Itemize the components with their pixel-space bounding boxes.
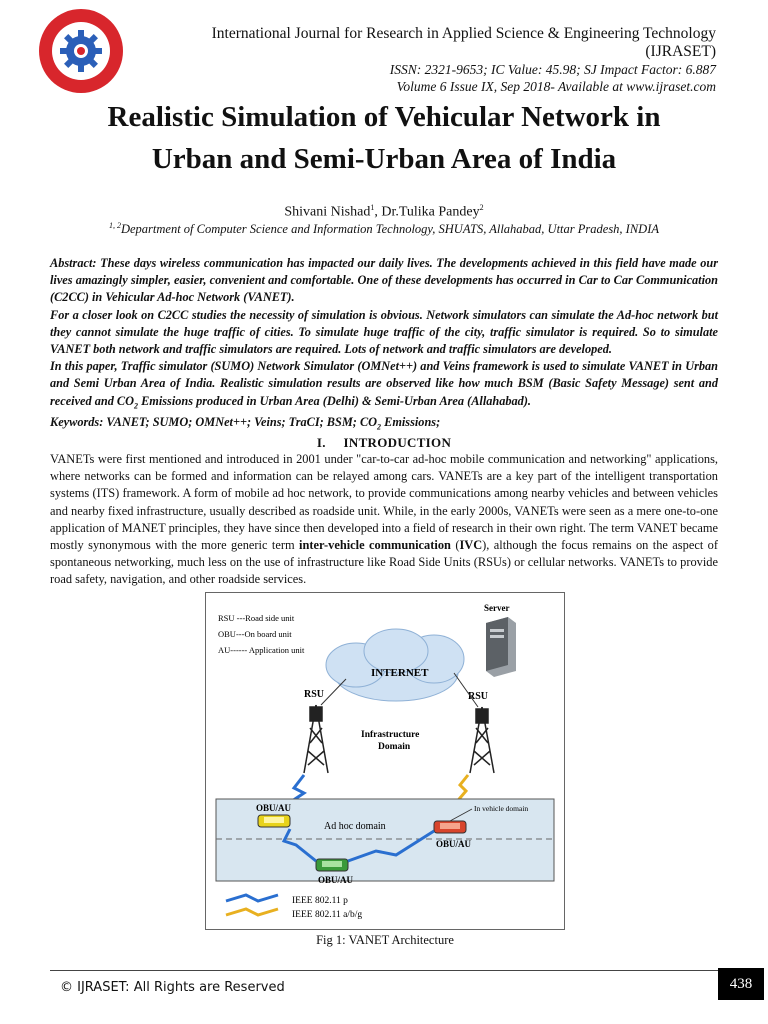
abstract-p3-text-b: Emissions produced in Urban Area (Delhi) & Semi-Urban Area (Allahabad). [138,393,531,408]
journal-name: International Journal for Research in Applied Science & Engineering Technology (IJRASET) [211,25,716,60]
car-red-icon [434,821,466,833]
keywords [50,414,718,436]
server-icon [486,617,516,677]
abstract-paragraph-3 [50,358,718,414]
title-line-1: Realistic Simulation of Vehicular Network in [107,101,661,133]
rsu-left-label: RSU [304,689,325,700]
introduction-paragraph [50,451,718,589]
abstract-p3-text-a: In this paper, Traffic simulator (SUMO) Network Simulator (OMNet++) and Veins framework is used to simulate VANET in Urban and Semi Urban Area of India. Realistic simulation results are observed like how much BSM (Basic Safety Message) sent and received and CO [50,359,718,408]
author-1-sup: 1 [370,203,375,212]
affiliation-text: Department of Computer Science and Information Technology, SHUATS, Allahabad, Uttar Pradesh, INDIA [120,222,660,237]
adhoc-domain-label: Ad hoc domain [324,821,386,832]
legend-blue-line [226,895,278,901]
intro-bold-2: IVC [459,538,483,553]
obu-1-label: OBU/AU [256,803,292,813]
keywords-text-a: Keywords: VANET; SUMO; OMNet++; Veins; TraCI; BSM; CO [50,415,378,430]
copyright: © IJRASET: All Rights are Reserved [60,980,285,995]
legend-yellow-line [226,909,278,915]
car-green-icon [316,859,348,871]
legend-au: AU------ Application unit [218,645,305,655]
internet-label: INTERNET [371,667,429,679]
rsu-right-tower-icon [470,707,494,773]
intro-text-3: ), although the focus remains on the aspect of spontaneous networking, much less on the use of infrastructure like Road Side Units (RSUs) or cellular networks. VANETs to provide road safety, navigation, and other roadside services. [50,538,718,587]
keywords-text-b: Emissions; [381,415,441,430]
internet-cloud-icon [326,629,464,701]
rsu-left-link [321,679,346,705]
obu-3-label: OBU/AU [318,875,354,885]
journal-logo-icon [38,8,124,94]
section-heading: I. INTRODUCTION [316,435,452,450]
car-yellow-icon [258,815,290,827]
rsu-left-tower-icon [304,705,328,773]
obu-2-label: OBU/AU [436,839,472,849]
affiliation-sup: 1, 2 [108,221,121,230]
author-sep: , [374,204,382,220]
intro-text-2: ( [450,538,460,553]
paper-title [40,96,728,180]
abstract [50,255,718,436]
footer-rule [50,970,718,971]
abstract-paragraph-1: Abstract: These days wireless communication has impacted our daily lives. The developments achieved in this field have made our lives amazingly simpler, easier, convenient and comfortable. One of these developments has occurred in Car to Car Communication (C2CC) in Vehicular Ad-hoc Network (VANET). [50,256,718,305]
rsu-right-link [454,673,478,707]
vanet-diagram [206,593,564,929]
abstract-p3-sub: 2 [134,401,139,411]
infra-domain-label-1: Infrastructure [361,730,420,740]
author-1: Shivani Nishad [284,204,371,220]
volume-line: Volume 6 Issue IX, Sep 2018- Available at www.ijraset.com [396,79,716,94]
issn-line: ISSN: 2321-9653; IC Value: 45.98; SJ Impact Factor: 6.887 [389,62,716,77]
abstract-paragraph-2: For a closer look on C2CC studies the necessity of simulation is obvious. Network simulators can simulate the Ad-hoc network but they cannot simulate the huge traffic of cities. To simulate huge traffic of the city, traffic simulator is required. So to simulate VANET both network and traffic simulators are required. Lots of network and traffic simulators are developed. [50,307,718,357]
author-2: Dr.Tulika Pandey [381,204,480,220]
intro-bold-1: inter-vehicle communication [299,538,451,553]
figure-caption: Fig 1: VANET Architecture [316,933,454,947]
title-line-2: Urban and Semi-Urban Area of India [151,143,617,175]
server-label: Server [484,603,510,613]
ieee-abg-label: IEEE 802.11 a/b/g [292,910,363,920]
affiliation [40,221,728,237]
page-number: 438 [718,968,764,1000]
author-2-sup: 2 [479,203,484,212]
ieee-p-label: IEEE 802.11 p [292,896,348,906]
infra-domain-label-2: Domain [378,742,411,752]
intro-text-1: VANETs were first mentioned and introduced in 2001 under "car-to-car ad-hoc mobile communication and networking" applications, where networks can be formed and information can be relayed among cars. VANETs are a key part of the intelligent transportation systems (ITS) framework. A form of mobile ad hoc network, to provide communications among nearby vehicles and between vehicles and nearby fixed infrastructure, usually described as roadside unit. While, in the early 2000s, VANETs were seen as a mere one-to-one application of MANET principles, they have since then developed into a field of research in their own right. The term VANET became mostly synonymous with the more generic term [50,452,718,553]
journal-header [140,25,716,95]
legend-rsu: RSU ---Road side unit [218,613,295,623]
legend-obu: OBU---On board unit [218,629,292,639]
vanet-architecture-figure [205,592,565,930]
keywords-sub: 2 [377,422,382,432]
in-vehicle-domain-label: In vehicle domain [474,804,529,813]
author-line [40,203,728,221]
rsu-right-label: RSU [468,691,489,702]
